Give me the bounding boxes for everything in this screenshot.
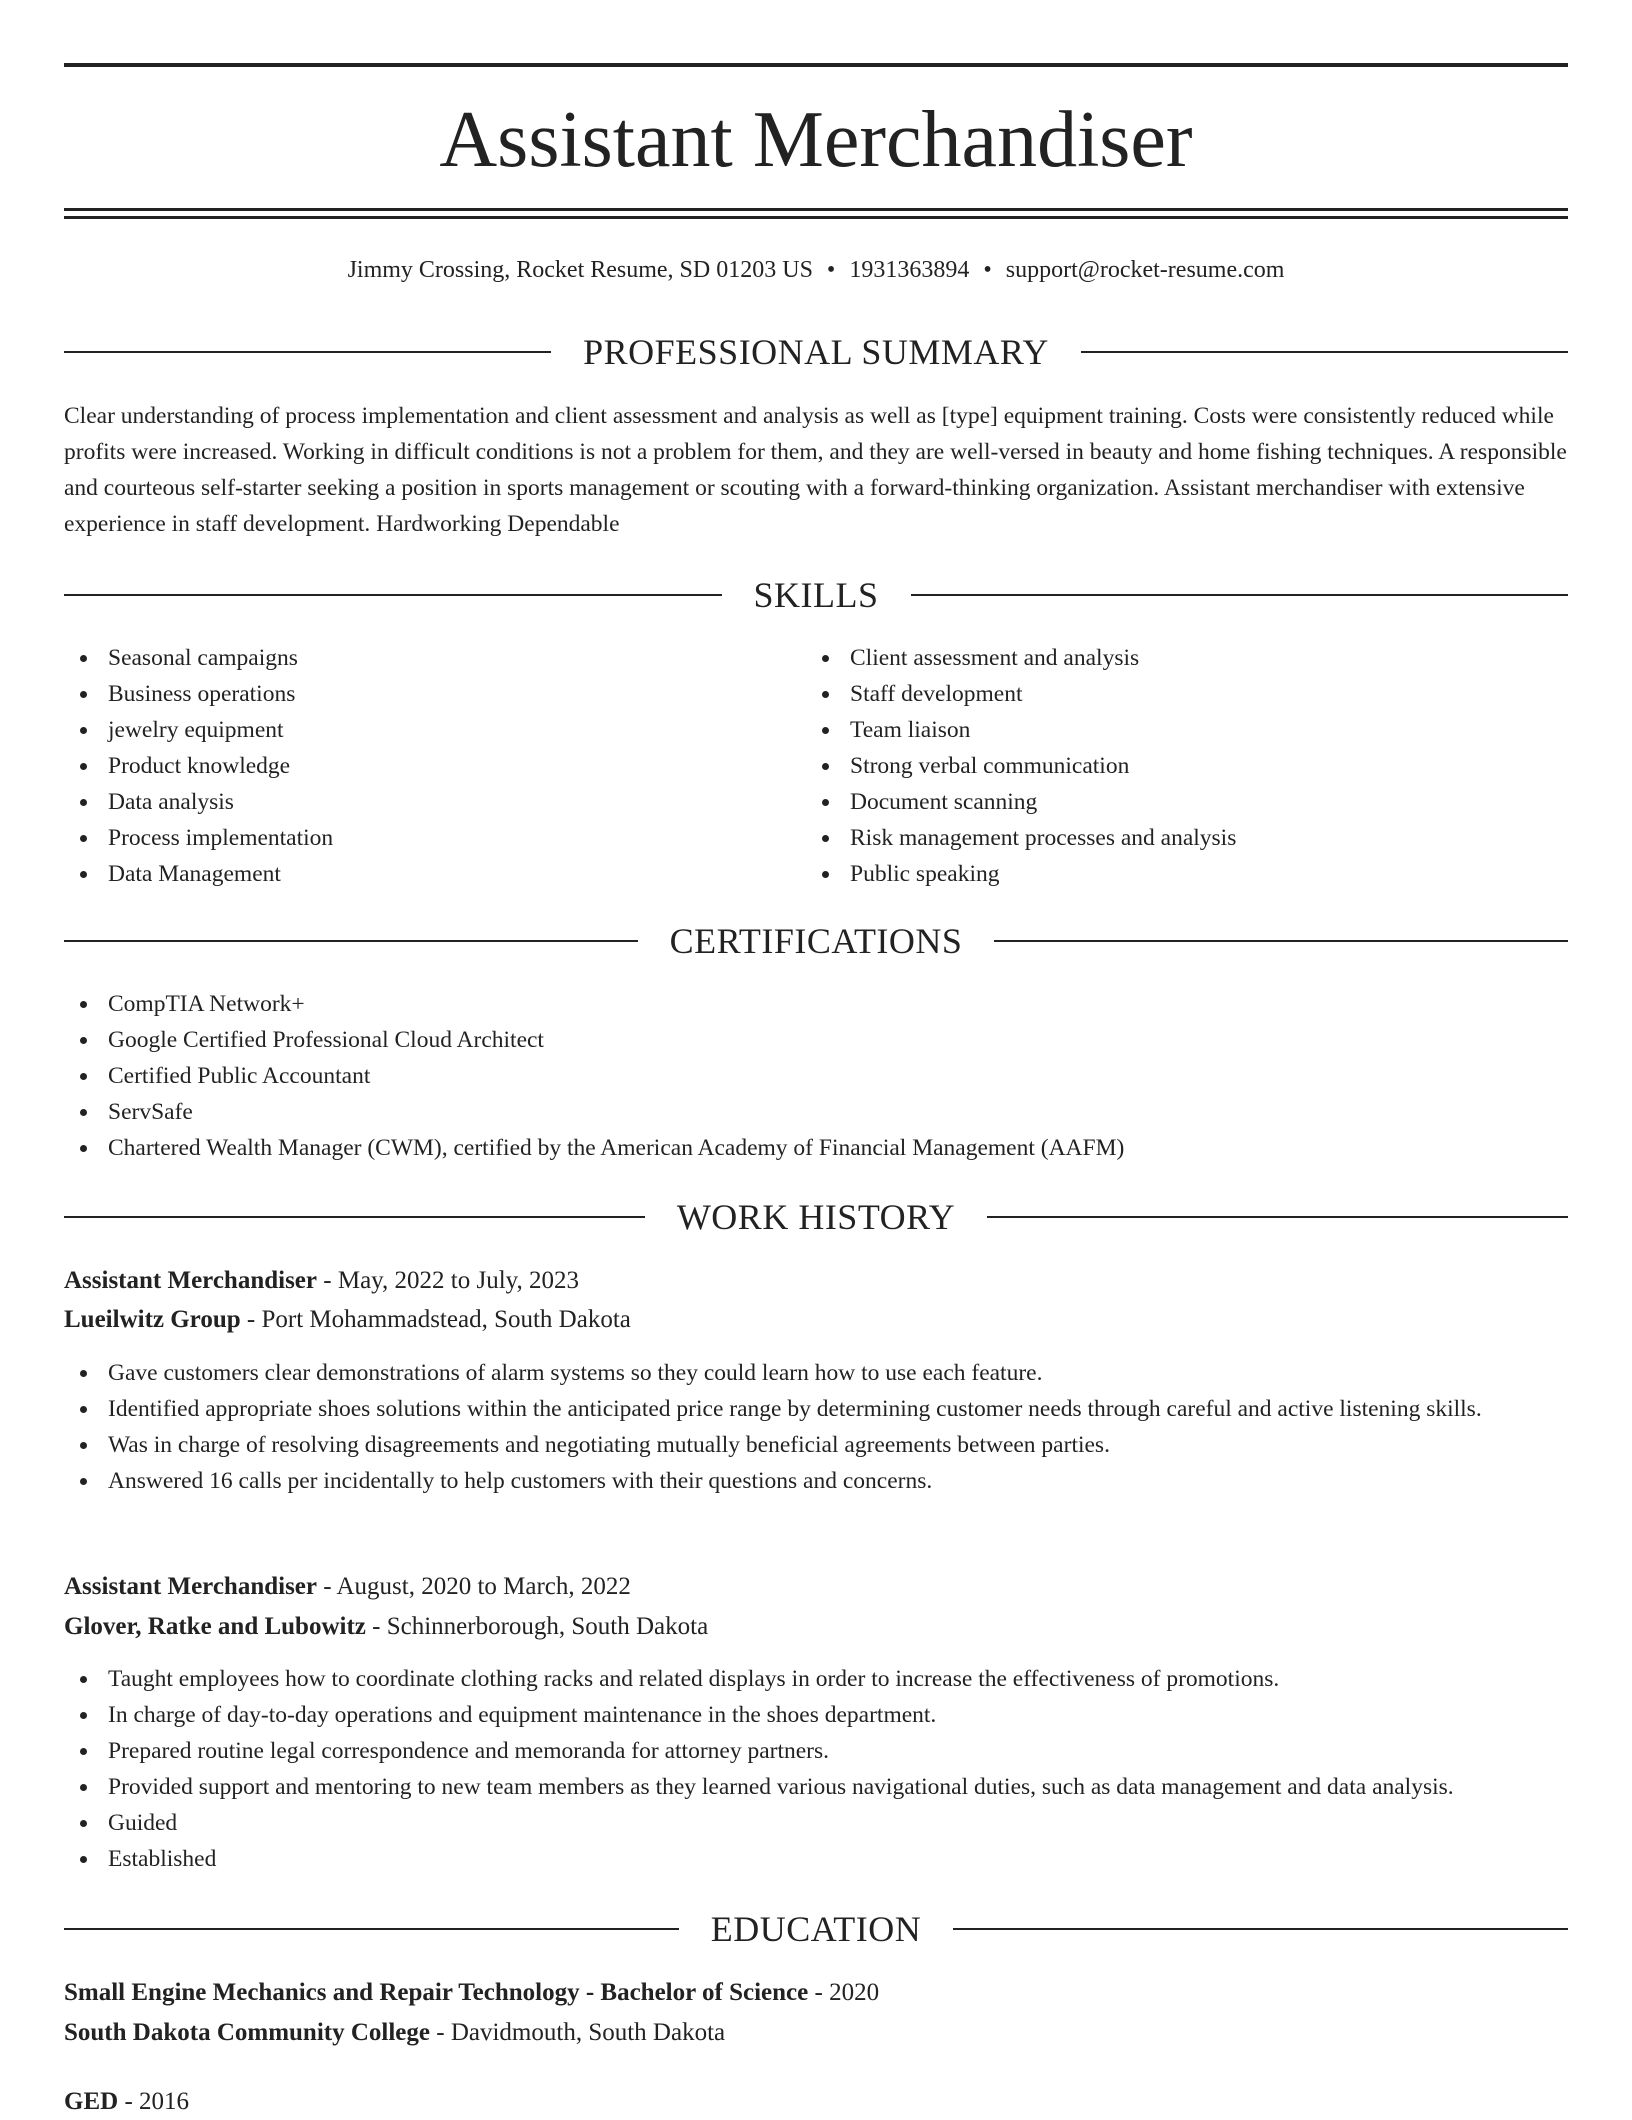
job-company: Glover, Ratke and Lubowitz — [64, 1613, 366, 1640]
skill-item: Process implementation — [64, 820, 804, 856]
certification-item: Certified Public Accountant — [64, 1058, 1568, 1094]
summary-heading-label: PROFESSIONAL SUMMARY — [583, 332, 1049, 372]
contact-separator: • — [983, 257, 992, 283]
certifications-heading-label: CERTIFICATIONS — [669, 921, 963, 961]
heading-rule-left — [64, 940, 638, 942]
job-title-line — [64, 1263, 1568, 1299]
education-year: - 2016 — [118, 2088, 190, 2115]
skill-item: jewelry equipment — [64, 712, 804, 748]
skills-list-left — [64, 640, 804, 892]
job-title-line — [64, 1569, 1568, 1605]
education-year: - 2020 — [808, 1979, 880, 2006]
skill-item: Product knowledge — [64, 748, 804, 784]
certifications-list — [64, 986, 1568, 1166]
contact-separator: • — [826, 257, 836, 283]
skill-item: Seasonal campaigns — [64, 640, 804, 676]
heading-rule-right — [1081, 351, 1568, 353]
heading-rule-right — [911, 594, 1569, 596]
header-top-rule — [64, 63, 1568, 67]
job-bullet: Taught employees how to coordinate clothing racks and related displays in order to increase the effectiveness of promotions. — [64, 1661, 1568, 1697]
job-bullet: Provided support and mentoring to new team members as they learned various navigational duties, such as data management and data analysis. — [64, 1769, 1568, 1805]
certification-item: ServSafe — [64, 1094, 1568, 1130]
heading-rule-left — [64, 594, 722, 596]
contact-email: support@rocket-resume.com — [1005, 257, 1285, 283]
heading-rule-left — [64, 1928, 679, 1930]
job-bullet: Gave customers clear demonstrations of alarm systems so they could learn how to use each feature. — [64, 1355, 1568, 1391]
skill-item: Team liaison — [806, 712, 1566, 748]
education-degree: Small Engine Mechanics and Repair Technology - Bachelor of Science — [64, 1979, 809, 2006]
job-title: Assistant Merchandiser — [64, 1573, 318, 1600]
certification-item: Chartered Wealth Manager (CWM), certified by the American Academy of Financial Management (AAFM) — [64, 1130, 1568, 1166]
heading-rule-left — [64, 1216, 645, 1218]
header-bottom-rule — [64, 208, 1568, 211]
contact-line — [64, 254, 1568, 286]
skill-item: Data Management — [64, 856, 804, 892]
job-bullet: Established — [64, 1841, 1568, 1877]
skill-item: Business operations — [64, 676, 804, 712]
skill-item: Client assessment and analysis — [806, 640, 1566, 676]
skills-heading — [64, 573, 1568, 617]
skill-item: Strong verbal communication — [806, 748, 1566, 784]
contact-phone: 1931363894 — [849, 257, 970, 283]
job-bullet: Answered 16 calls per incidentally to help customers with their questions and concerns. — [64, 1463, 1568, 1499]
skill-item: Staff development — [806, 676, 1566, 712]
education-heading — [64, 1907, 1568, 1951]
skill-item: Document scanning — [806, 784, 1566, 820]
education-degree-line — [64, 1975, 1568, 2011]
job-bullet: Prepared routine legal correspondence and memoranda for attorney partners. — [64, 1733, 1568, 1769]
summary-text: Clear understanding of process implementation and client assessment and analysis as well as [type] equipment training. Costs were consistently reduced while profits were increased. Working in difficult conditions is not a problem for them, and they are well-versed in beauty and home fishing techniques. A responsible and courteous self-starter seeking a position in sports management or scouting with a forward-thinking organization. Assistant merchandiser with extensive experience in staff development. Hardworking Dependable — [64, 403, 1567, 537]
job-location: - Schinnerborough, South Dakota — [365, 1613, 709, 1640]
heading-rule-right — [953, 1928, 1568, 1930]
summary-heading — [64, 330, 1568, 374]
skill-item: Public speaking — [806, 856, 1566, 892]
education-school-line — [64, 2015, 1568, 2051]
job-dates: - August, 2020 to March, 2022 — [317, 1573, 631, 1600]
education-location: - Davidmouth, South Dakota — [430, 2019, 726, 2046]
work-history-heading — [64, 1195, 1568, 1239]
heading-rule-left — [64, 351, 551, 353]
education-degree: GED — [64, 2088, 119, 2115]
certification-item: CompTIA Network+ — [64, 986, 1568, 1022]
skill-item: Risk management processes and analysis — [806, 820, 1566, 856]
heading-rule-right — [987, 1216, 1568, 1218]
job-title: Assistant Merchandiser — [64, 1267, 318, 1294]
job-company-line — [64, 1302, 1568, 1338]
job-bullet: In charge of day-to-day operations and equipment maintenance in the shoes department. — [64, 1697, 1568, 1733]
job-bullet: Was in charge of resolving disagreements and negotiating mutually beneficial agreements between parties. — [64, 1427, 1568, 1463]
header-bottom-rule-second — [64, 216, 1568, 219]
education-degree-line — [64, 2084, 1568, 2120]
skills-list-right — [806, 640, 1566, 892]
skills-heading-label: SKILLS — [753, 575, 879, 615]
resume-title: Assistant Merchandiser — [439, 96, 1193, 184]
work-history-heading-label: WORK HISTORY — [676, 1197, 956, 1237]
heading-rule-right — [994, 940, 1568, 942]
job-bullets — [64, 1661, 1568, 1877]
job-bullet: Guided — [64, 1805, 1568, 1841]
job-location: - Port Mohammadstead, South Dakota — [240, 1306, 631, 1333]
contact-address: Jimmy Crossing, Rocket Resume, SD 01203 US — [347, 257, 813, 283]
education-school: South Dakota Community College — [64, 2019, 430, 2046]
certification-item: Google Certified Professional Cloud Architect — [64, 1022, 1568, 1058]
job-bullets — [64, 1355, 1568, 1499]
job-dates: - May, 2022 to July, 2023 — [317, 1267, 580, 1294]
job-company-line — [64, 1609, 1568, 1645]
job-bullet: Identified appropriate shoes solutions within the anticipated price range by determining customer needs through careful and active listening skills. — [64, 1391, 1568, 1427]
skill-item: Data analysis — [64, 784, 804, 820]
job-company: Lueilwitz Group — [64, 1306, 241, 1333]
education-heading-label: EDUCATION — [710, 1909, 922, 1949]
certifications-heading — [64, 919, 1568, 963]
